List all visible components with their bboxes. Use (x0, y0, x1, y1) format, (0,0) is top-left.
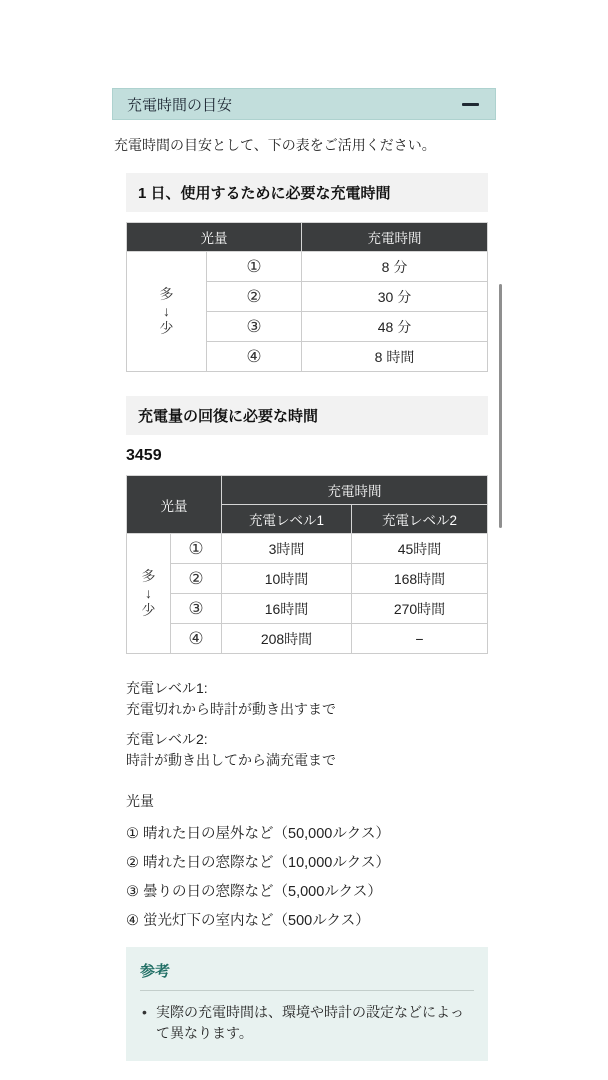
list-item: ④ 蛍光灯下の室内など（500ルクス） (126, 913, 370, 929)
level-number: ② (207, 282, 302, 312)
level2-time: 168時間 (352, 564, 488, 594)
col-header-time: 充電時間 (302, 223, 488, 252)
level1-time: 10時間 (222, 564, 352, 594)
accordion-body (112, 120, 496, 1061)
list-item: ② 晴れた日の窓際など（10,000ルクス） (126, 855, 390, 871)
accordion-inner-content (126, 173, 488, 1061)
level-number: ④ (207, 342, 302, 372)
col-header-level2: 充電レベル2 (352, 505, 488, 534)
table-row (127, 624, 488, 654)
accordion-header[interactable] (112, 88, 496, 120)
note-desc: 充電切れから時計が動き出すまで (126, 701, 336, 717)
level2-time: 270時間 (352, 594, 488, 624)
level-number: ④ (171, 624, 222, 654)
section2-heading: 充電量の回復に必要な時間 (126, 396, 488, 435)
charge-time-value: 8 分 (302, 252, 488, 282)
level2-time: − (352, 624, 488, 654)
list-item: • 実際の充電時間は、環境や時計の設定などによって異なります。 (140, 1002, 474, 1044)
intro-text: 充電時間の目安として、下の表をご活用ください。 (114, 137, 436, 153)
level2-time: 45時間 (352, 534, 488, 564)
scrollbar-thumb[interactable] (499, 284, 502, 528)
section1-heading: 1 日、使用するために必要な充電時間 (126, 173, 488, 212)
level1-time: 16時間 (222, 594, 352, 624)
reference-title: 参考 (140, 960, 474, 991)
accordion-title: 充電時間の目安 (127, 96, 233, 114)
charge-time-value: 30 分 (302, 282, 488, 312)
note-label: 充電レベル1: (126, 680, 208, 696)
table-row (127, 594, 488, 624)
light-levels-list (126, 824, 488, 931)
caliber-number: 3459 (126, 447, 162, 464)
scale-more: 多 (159, 286, 174, 302)
daily-charge-table (126, 222, 488, 372)
scale-arrow-down-icon: ↓ (145, 585, 152, 601)
level-number: ① (207, 252, 302, 282)
table-header-row (127, 223, 488, 252)
list-item: ① 晴れた日の屋外など（50,000ルクス） (126, 826, 390, 842)
table-header-row (127, 476, 488, 505)
light-scale-cell (127, 252, 207, 372)
col-header-level1: 充電レベル1 (222, 505, 352, 534)
scale-less: 少 (141, 602, 156, 618)
light-levels-label: 光量 (126, 793, 154, 809)
level1-time: 3時間 (222, 534, 352, 564)
charge-level1-note (126, 678, 488, 720)
reference-box (126, 947, 488, 1061)
scale-arrow-down-icon: ↓ (163, 303, 170, 319)
col-header-light: 光量 (127, 476, 222, 534)
charge-time-value: 8 時間 (302, 342, 488, 372)
note-label: 充電レベル2: (126, 731, 208, 747)
list-item: ③ 曇りの日の窓際など（5,000ルクス） (126, 884, 382, 900)
level1-time: 208時間 (222, 624, 352, 654)
level-number: ③ (171, 594, 222, 624)
level-number: ② (171, 564, 222, 594)
scale-more: 多 (141, 568, 156, 584)
note-desc: 時計が動き出してから満充電まで (126, 752, 336, 768)
charge-level2-note (126, 729, 488, 771)
table-row (127, 252, 488, 282)
col-header-light: 光量 (127, 223, 302, 252)
level-number: ① (171, 534, 222, 564)
light-scale-cell (127, 534, 171, 654)
manual-page (112, 0, 496, 1061)
level-number: ③ (207, 312, 302, 342)
collapse-minus-icon[interactable] (462, 103, 479, 106)
table-row (127, 534, 488, 564)
table-row (127, 564, 488, 594)
recovery-charge-table (126, 475, 488, 654)
col-header-time: 充電時間 (222, 476, 488, 505)
charging-time-accordion (112, 88, 496, 1061)
reference-list (140, 1002, 474, 1044)
scale-less: 少 (159, 320, 174, 336)
charge-time-value: 48 分 (302, 312, 488, 342)
